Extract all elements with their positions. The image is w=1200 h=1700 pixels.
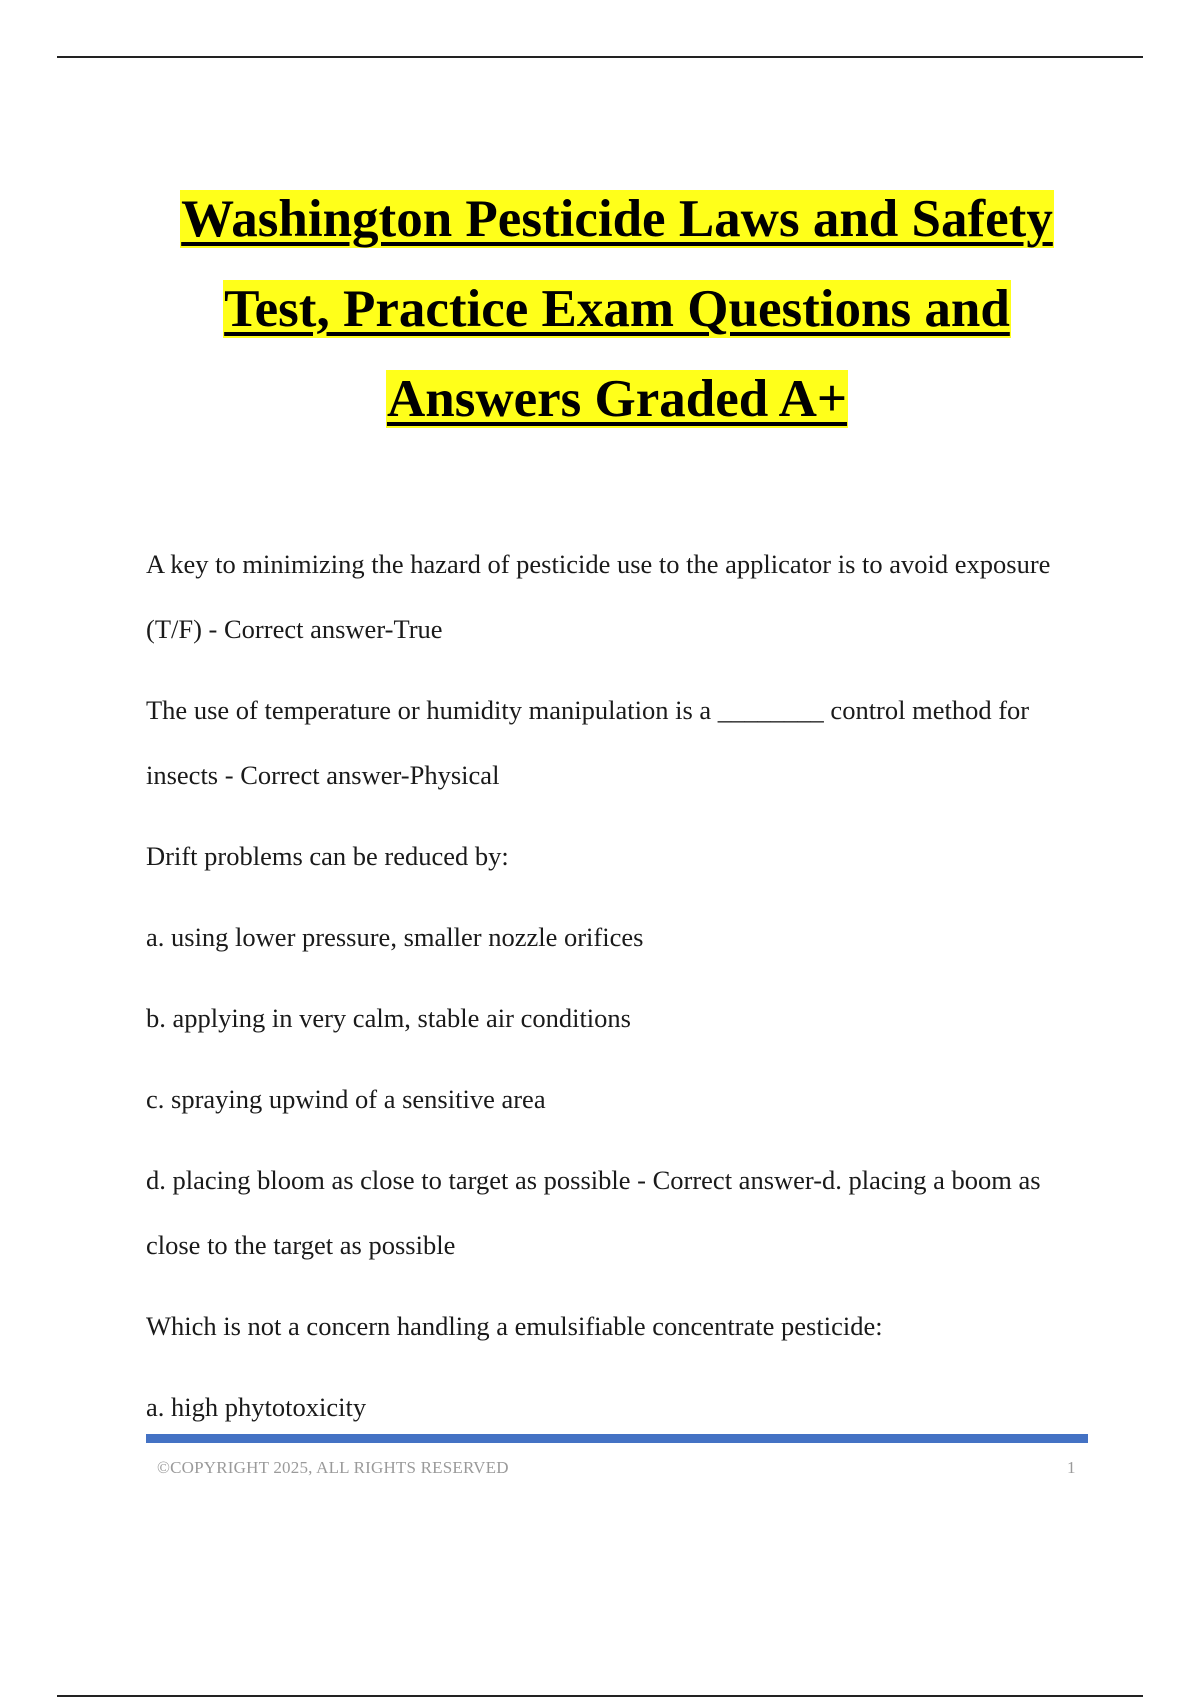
footer-bar: [146, 1434, 1088, 1443]
title-line-2: [0, 264, 1200, 354]
bottom-rule: [57, 1695, 1143, 1697]
title-line-1: [0, 174, 1200, 264]
top-rule: [57, 56, 1143, 58]
question-3-option-b: b. applying in very calm, stable air conditions: [146, 1003, 631, 1033]
question-2: The use of temperature or humidity manipulation is a ________ control method for insects - Correct answer-Physical: [146, 695, 1030, 790]
title-line-2-text: Test, Practice Exam Questions and: [224, 280, 1010, 338]
question-4-option-a: a. high phytotoxicity: [146, 1392, 367, 1422]
question-3-option-d: d. placing bloom as close to target as possible - Correct answer-d. placing a boom as close to the target as possible: [146, 1165, 1041, 1260]
footer-copyright: ©COPYRIGHT 2025, ALL RIGHTS RESERVED: [157, 1458, 509, 1477]
question-3-option-a: a. using lower pressure, smaller nozzle orifices: [146, 922, 644, 952]
question-1: A key to minimizing the hazard of pesticide use to the applicator is to avoid exposure (T/F) - Correct answer-True: [146, 549, 1051, 644]
question-3-stem: Drift problems can be reduced by:: [146, 841, 509, 871]
title-line-3-text: Answers Graded A+: [386, 370, 848, 428]
title-line-3: [0, 354, 1200, 444]
question-3-option-c: c. spraying upwind of a sensitive area: [146, 1084, 546, 1114]
page-number: 1: [1067, 1458, 1076, 1477]
title-line-1-text: Washington Pesticide Laws and Safety: [181, 190, 1053, 248]
document-body: [146, 532, 1096, 1456]
document-title: [0, 174, 1200, 444]
question-4-stem: Which is not a concern handling a emulsifiable concentrate pesticide:: [146, 1311, 883, 1341]
